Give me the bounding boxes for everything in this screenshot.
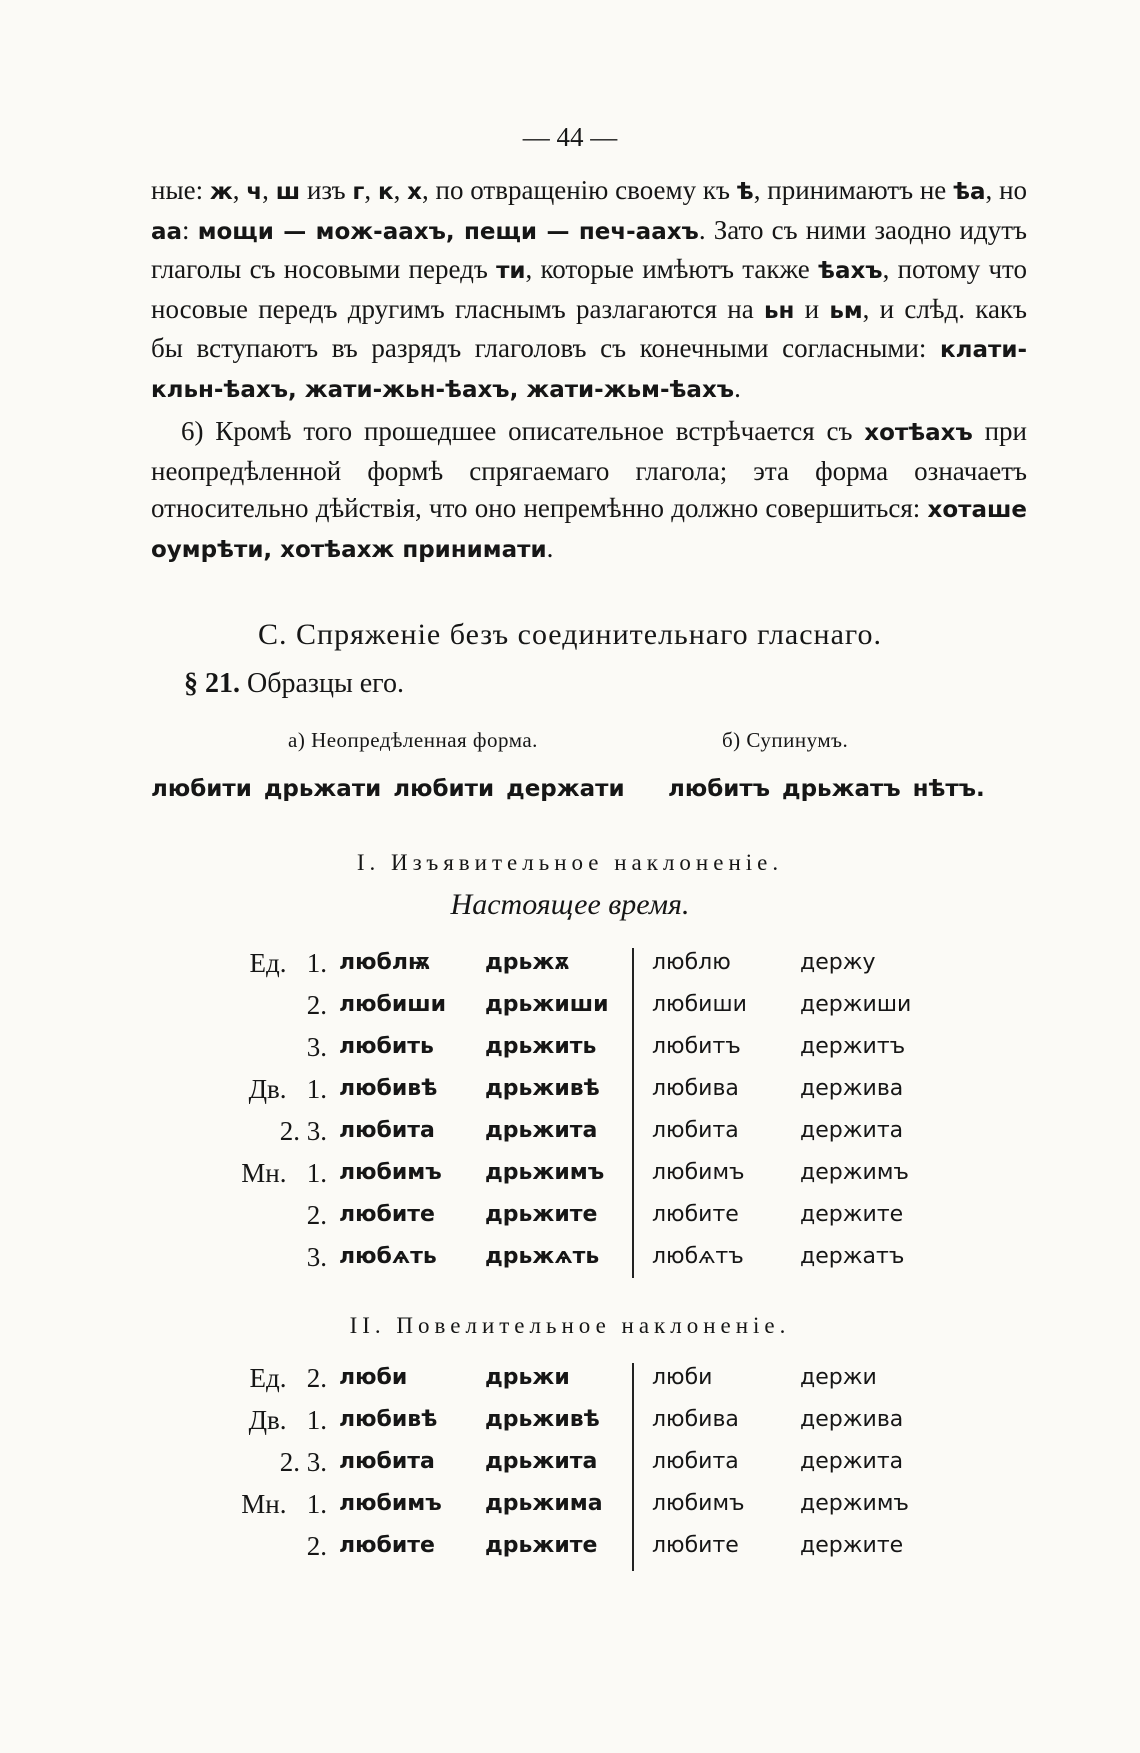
person-label: Ед. 2. xyxy=(249,1363,327,1393)
modern-form: любита xyxy=(652,1449,739,1474)
modern-form: держите xyxy=(800,1533,904,1558)
person-label: Дв. 1. xyxy=(248,1405,327,1435)
church-slavonic-form: дрьжима xyxy=(485,1491,603,1516)
church-slavonic-form: любиши xyxy=(339,992,447,1017)
church-slavonic-form: любита xyxy=(339,1449,435,1474)
church-slavonic-form: дрьжи xyxy=(485,1365,570,1390)
church-slavonic-form: дрьжита xyxy=(485,1118,598,1143)
church-slavonic-form: любить xyxy=(339,1034,434,1059)
church-slavonic-form: дрьжите xyxy=(485,1202,598,1227)
section-title: C. Спряженіе безъ соединительнаго гласнаго. xyxy=(258,618,882,651)
person-label: 2. xyxy=(306,1531,327,1561)
modern-form: держимъ xyxy=(800,1491,909,1516)
person-label: 3. xyxy=(306,1032,327,1062)
modern-form: держиши xyxy=(800,992,912,1017)
church-slavonic-form: дрьжита xyxy=(485,1449,598,1474)
paradigm-row xyxy=(0,984,1140,1026)
church-slavonic-form: дрьжиши xyxy=(485,992,609,1017)
body-text xyxy=(151,172,1027,569)
modern-form: любива xyxy=(652,1407,739,1432)
modern-form: держатъ xyxy=(800,1244,905,1269)
paradigm-row xyxy=(0,1236,1140,1278)
modern-form: держу xyxy=(800,950,876,975)
modern-form: держива xyxy=(800,1407,904,1432)
person-label: Ед. 1. xyxy=(249,948,327,978)
paragraph-5-continued: ные: ж, ч, ш изъ г, к, х, по отвращенію своему къ ѣ, принимаютъ не ѣа, но аа: мощи — мож-аахъ, пещи — печ-аахъ. Зато съ ними заодно идутъ глаголы съ носовыми передъ ти, которые имѣютъ также ѣахъ, потому что носовые передъ другимъ гласнымъ разлагаются на ьн и ьм, и слѣд. какъ бы вступаютъ въ разрядъ глаголовъ съ конечными согласными: клати-кльн-ѣахъ, жати-жьн-ѣахъ, жати-жьм-ѣахъ. xyxy=(151,175,1028,403)
paragraph-heading-text: Образцы его. xyxy=(240,668,404,699)
modern-form: любите xyxy=(652,1202,739,1227)
paradigm-row xyxy=(0,1110,1140,1152)
modern-form: любимъ xyxy=(652,1491,745,1516)
modern-form: любива xyxy=(652,1076,739,1101)
supine-forms: любитъ дрьжатъ нѣтъ. xyxy=(668,776,985,802)
person-label: Мн. 1. xyxy=(241,1158,327,1188)
church-slavonic-form: любѧть xyxy=(339,1244,437,1269)
church-slavonic-form: дрьжѫ xyxy=(485,950,570,975)
supine-label: б) Супинумъ. xyxy=(722,728,849,752)
person-label: 2. xyxy=(306,1200,327,1230)
paradigm-row xyxy=(0,1152,1140,1194)
modern-form: держива xyxy=(800,1076,904,1101)
infinitive-label: а) Неопредѣленная форма. xyxy=(288,728,538,752)
church-slavonic-form: любивѣ xyxy=(339,1407,438,1432)
church-slavonic-form: дрьживѣ xyxy=(485,1407,600,1432)
church-slavonic-form: любите xyxy=(339,1202,435,1227)
church-slavonic-form: дрьживѣ xyxy=(485,1076,600,1101)
paradigm-row xyxy=(0,942,1140,984)
church-slavonic-form: любимъ xyxy=(339,1491,442,1516)
modern-form: держите xyxy=(800,1202,904,1227)
church-slavonic-form: любивѣ xyxy=(339,1076,438,1101)
paradigm-row xyxy=(0,1399,1140,1441)
person-label: 2. xyxy=(306,990,327,1020)
modern-form: держита xyxy=(800,1118,904,1143)
paradigm-row xyxy=(0,1068,1140,1110)
person-label: 3. xyxy=(306,1242,327,1272)
paragraph-heading xyxy=(184,668,404,700)
church-slavonic-form: дрьжѧть xyxy=(485,1244,600,1269)
church-slavonic-form: любита xyxy=(339,1118,435,1143)
person-label: Мн. 1. xyxy=(241,1489,327,1519)
paradigm-row xyxy=(0,1525,1140,1567)
imperative-mood-heading: II. Повелительное наклоненіе. xyxy=(349,1313,791,1338)
paradigm-row xyxy=(0,1441,1140,1483)
modern-form: держита xyxy=(800,1449,904,1474)
person-label: 2. 3. xyxy=(279,1447,327,1477)
church-slavonic-form: люблѭ xyxy=(339,950,431,975)
modern-form: любѧтъ xyxy=(652,1244,744,1269)
modern-form: держи xyxy=(800,1365,877,1390)
paradigm-row xyxy=(0,1483,1140,1525)
modern-form: любимъ xyxy=(652,1160,745,1185)
modern-form: любиши xyxy=(652,992,747,1017)
paradigm-row xyxy=(0,1357,1140,1399)
modern-form: любитъ xyxy=(652,1034,741,1059)
modern-form: держитъ xyxy=(800,1034,906,1059)
modern-form: люби xyxy=(652,1365,713,1390)
church-slavonic-form: дрьжить xyxy=(485,1034,597,1059)
church-slavonic-form: дрьжимъ xyxy=(485,1160,605,1185)
paradigm-row xyxy=(0,1194,1140,1236)
modern-form: любита xyxy=(652,1118,739,1143)
present-tense-heading: Настоящее время. xyxy=(450,888,690,921)
person-label: 2. 3. xyxy=(279,1116,327,1146)
church-slavonic-form: любите xyxy=(339,1533,435,1558)
modern-form: держимъ xyxy=(800,1160,909,1185)
section-sign: § 21. xyxy=(184,668,240,699)
modern-form: любите xyxy=(652,1533,739,1558)
church-slavonic-form: люби xyxy=(339,1365,408,1390)
person-label: Дв. 1. xyxy=(248,1074,327,1104)
paragraph-6: 6) Кромѣ того прошедшее описательное встрѣчается съ хотѣахъ при неопредѣленной формѣ спрягаемаго глагола; эта форма означаетъ относительно дѣйствія, что оно непремѣнно должно совершиться: хоташе оумрѣти, хотѣахж принимати. xyxy=(151,416,1027,563)
indicative-mood-heading: I. Изъявительное наклоненіе. xyxy=(356,850,784,875)
church-slavonic-form: любимъ xyxy=(339,1160,442,1185)
paradigm-row xyxy=(0,1026,1140,1068)
modern-form: люблю xyxy=(652,950,731,975)
infinitive-forms: любити дрьжати любити держати xyxy=(151,776,625,802)
page-number: — 44 — xyxy=(522,122,618,152)
church-slavonic-form: дрьжите xyxy=(485,1533,598,1558)
